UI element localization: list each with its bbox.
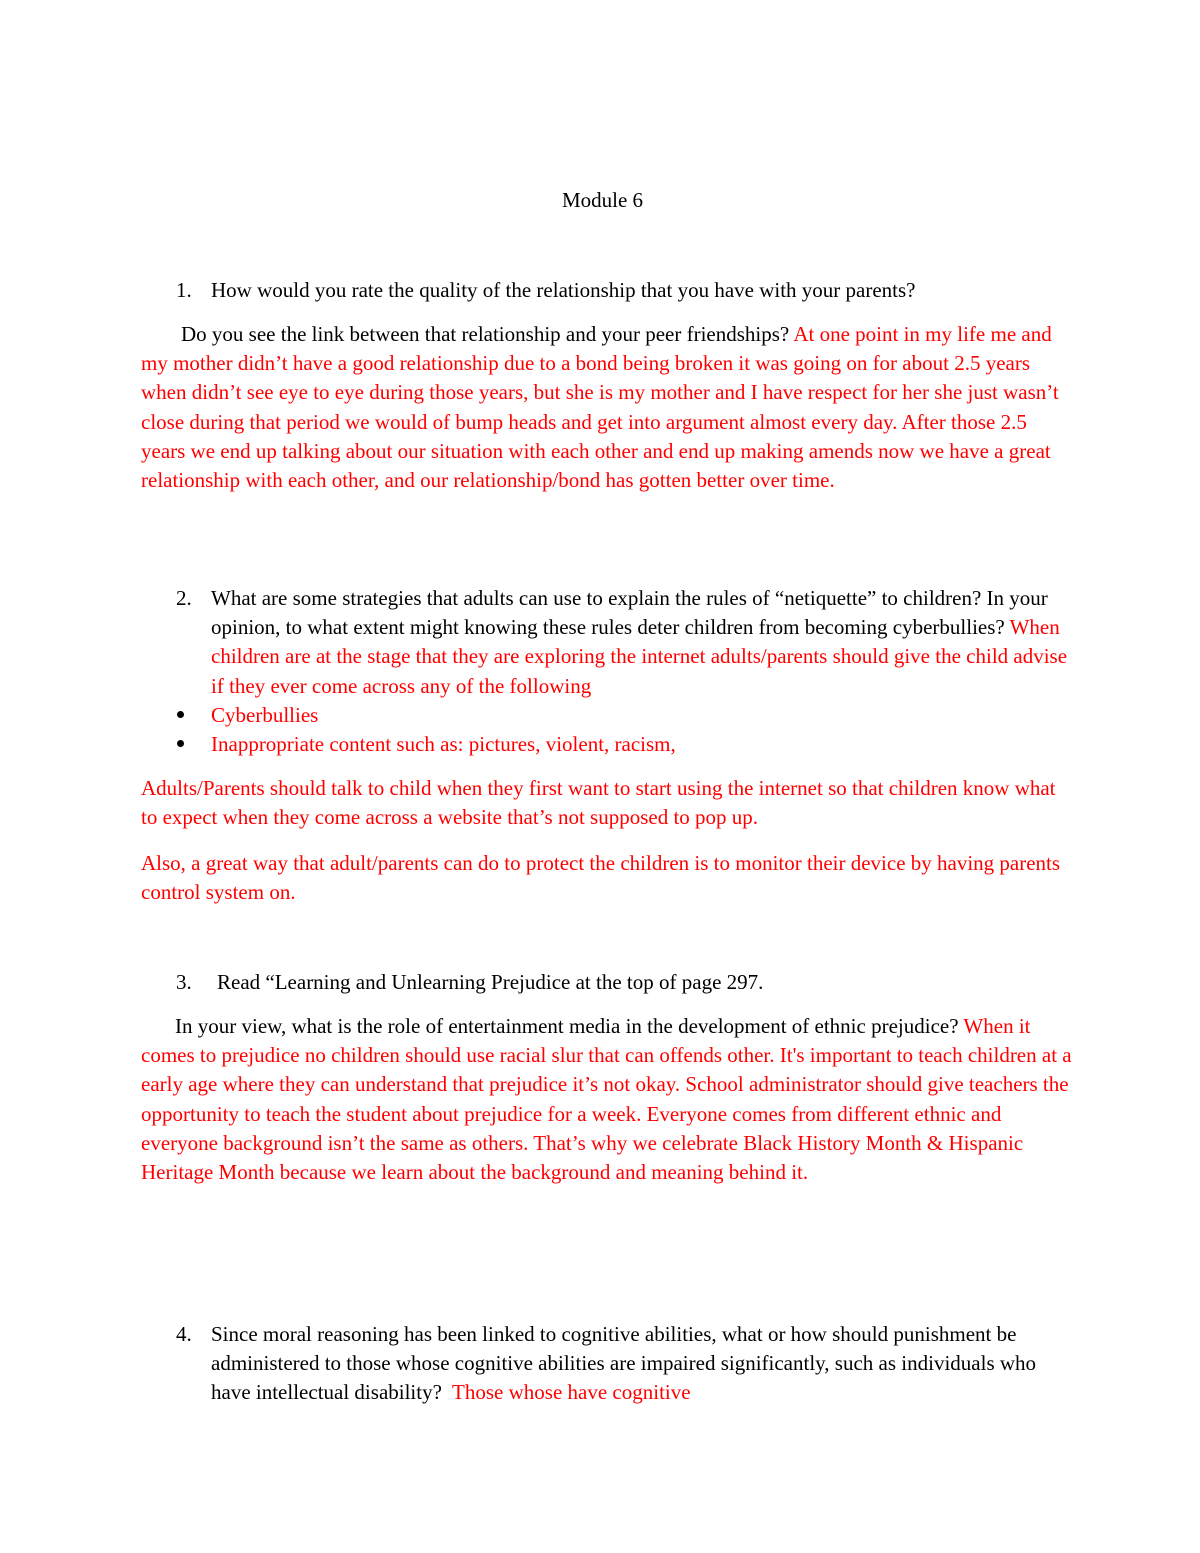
question-2-answer: When children are at the stage that they are exploring the internet adults/parents should give the child advise if they ever come across any of the following	[211, 615, 1068, 698]
question-1-answer: At one point in my life me and my mother didn’t have a good relationship due to a bond being broken it was going on for about 2.5 years when didn’t see eye to eye during those years, but she is my mother and I have respect for her she just wasn’t close during that period we would of bump heads and get into argument almost every day. After those 2.5 years we end up talking about our situation with each other and end up making amends now we have a great relationship with each other, and our relationship/bond has gotten better over time.	[141, 322, 1059, 493]
question-4-text: Since moral reasoning has been linked to cognitive abilities, what or how should punishment be administered to those whose cognitive abilities are impaired significantly, such as individuals who have intellectual disability?	[211, 1322, 1037, 1405]
question-4-block	[211, 1320, 1071, 1408]
question-1-followup: Do you see the link between that relationship and your peer friendships?	[181, 322, 790, 346]
question-1-text: How would you rate the quality of the relationship that you have with your parents?	[211, 278, 916, 302]
question-1-block	[141, 320, 1071, 495]
bullet-dot-1	[177, 711, 184, 718]
question-4-number: 4.	[176, 1322, 192, 1346]
bullet-dot-2	[177, 740, 184, 747]
bullet-item-2: Inappropriate content such as: pictures, violent, racism,	[211, 732, 676, 756]
question-2-paragraph-1: Adults/Parents should talk to child when they first want to start using the internet so that children know what to expect when they come across a website that’s not supposed to pop up.	[141, 776, 1056, 830]
document-title: Module 6	[561, 188, 644, 212]
question-2-number: 2.	[176, 586, 192, 610]
question-2-block	[211, 584, 1076, 701]
question-3-text: Read “Learning and Unlearning Prejudice at the top of page 297.	[217, 970, 764, 994]
question-2-paragraph-2: Also, a great way that adult/parents can do to protect the children is to monitor their device by having parents control system on.	[141, 851, 1061, 905]
bullet-item-1: Cyberbullies	[211, 703, 319, 727]
question-3-number: 3.	[176, 970, 192, 994]
question-3-block	[141, 1012, 1076, 1187]
question-1-number: 1.	[176, 278, 192, 302]
question-3-followup: In your view, what is the role of entertainment media in the development of ethnic prejudice?	[175, 1014, 959, 1038]
question-3-answer: When it comes to prejudice no children should use racial slur that can offends other. It's important to teach children at a early age where they can understand that prejudice it’s not okay. School administrator should give teachers the opportunity to teach the student about prejudice for a week. Everyone comes from different ethnic and everyone background isn’t the same as others. That’s why we celebrate Black History Month & Hispanic Heritage Month because we learn about the background and meaning behind it.	[141, 1014, 1072, 1185]
question-4-answer: Those whose have cognitive	[452, 1380, 691, 1405]
question-2-text: What are some strategies that adults can use to explain the rules of “netiquette” to children? In your opinion, to what extent might knowing these rules deter children from becoming cyberbullies?	[211, 586, 1048, 640]
